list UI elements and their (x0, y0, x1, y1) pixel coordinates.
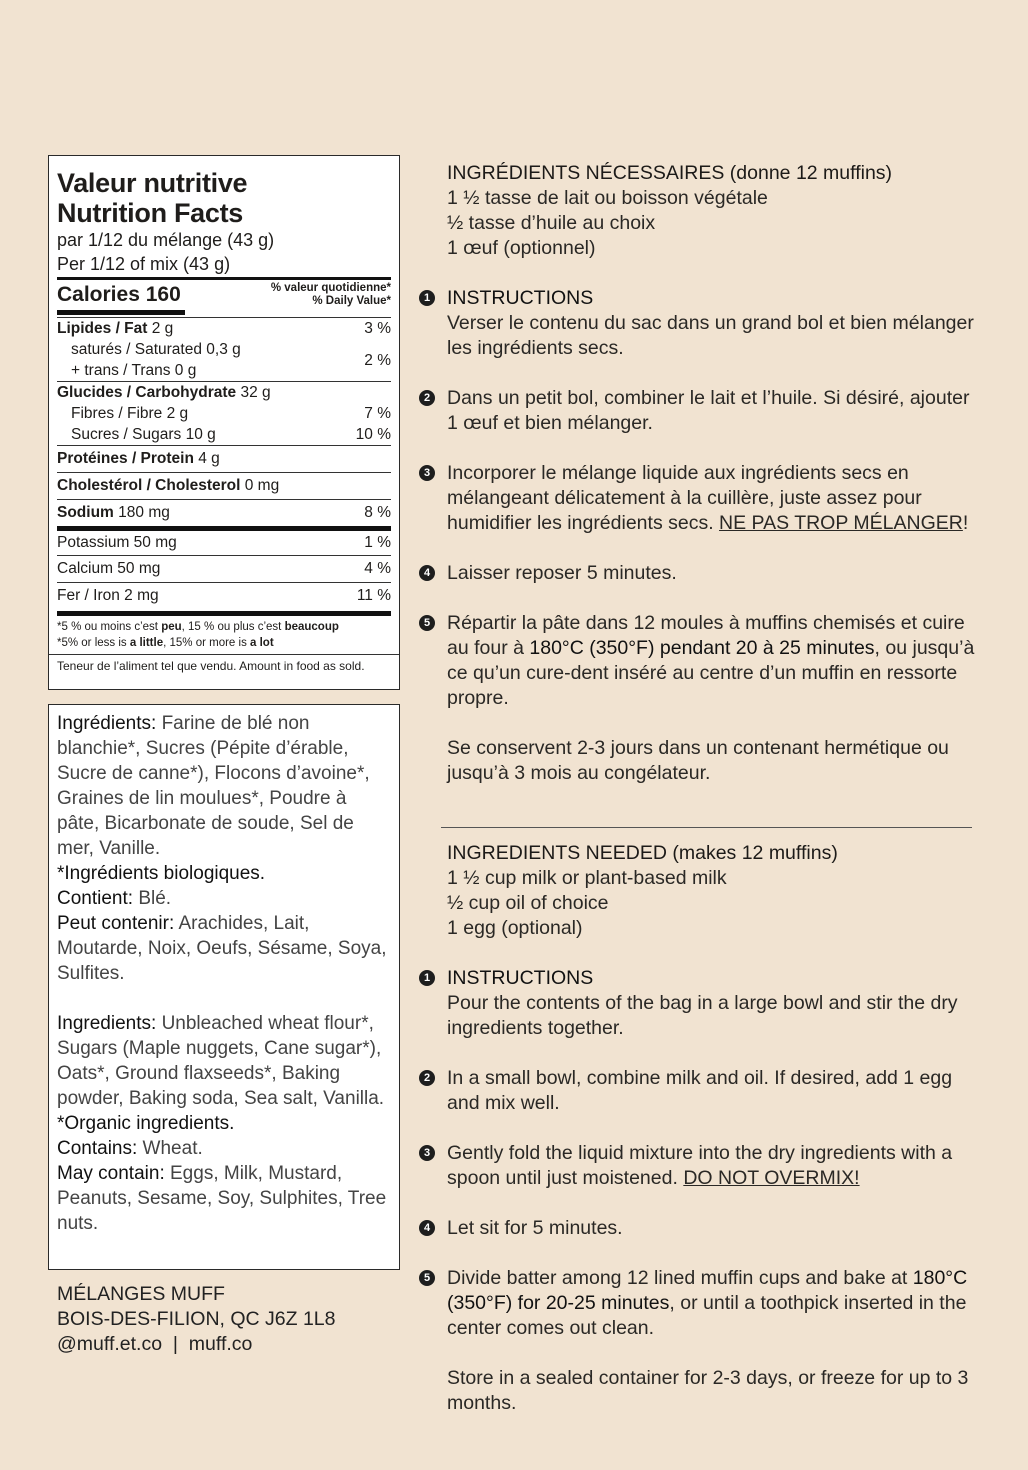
protein-amount: 4 g (193, 450, 220, 467)
fat-dv: 3 % (364, 320, 391, 337)
step-5-en (418, 1266, 978, 1341)
ingredients-en: Ingredients: Unbleached wheat flour*, Sugars (Maple nuggets, Cane sugar*), Oats*, Ground flaxseeds*, Baking powder, Baking soda, Sea salt, Vanilla. (57, 1013, 385, 1109)
step-text: Répartir la pâte dans 12 moules à muffins chemisés et cuire au four à 180°C (350°F) pendant 20 à 25 minutes, ou jusqu’à ce qu’un cure-dent inséré au centre d’un muffin en ressorte propre. (447, 612, 975, 709)
storage-note-fr: Se conservent 2-3 jours dans un contenant hermétique ou jusqu’à 3 mois au congélateur. (447, 737, 949, 784)
nutrition-title-fr: Valeur nutritive (57, 168, 248, 198)
iron-row (57, 582, 391, 609)
step-number-badge: 5 (419, 1270, 435, 1286)
dv-footnote (57, 611, 391, 651)
calories-label: Calories 160 (57, 283, 181, 306)
storage-note-en: Store in a sealed container for 2-3 days, or freeze for up to 3 months. (447, 1367, 969, 1414)
instructions-heading-fr: INSTRUCTIONS (447, 287, 594, 309)
step-text: Let sit for 5 minutes. (447, 1217, 623, 1239)
nutrition-title-en: Nutrition Facts (57, 198, 244, 228)
needed-item: 1 ½ cup milk or plant-based milk (447, 867, 727, 889)
calcium-label: Calcium 50 mg (57, 560, 161, 577)
serving-size-en: Per 1/12 of mix (43 g) (57, 254, 231, 274)
step-1-en (418, 966, 978, 1041)
may-contain-en: May contain: Eggs, Milk, Mustard, Peanuts, Sesame, Soy, Sulphites, Tree nuts. (57, 1163, 387, 1234)
nutrition-facts-table (48, 155, 400, 690)
sugars-label: Sucres / Sugars 10 g (71, 426, 216, 443)
step-5-fr (418, 611, 978, 711)
step-text: Verser le contenu du sac dans un grand bol et bien mélanger les ingrédients secs. (447, 312, 974, 359)
step-2-fr (418, 386, 978, 436)
step-3-en (418, 1141, 978, 1191)
trans-label: + trans / Trans 0 g (71, 362, 197, 379)
step-number-badge: 4 (419, 1220, 435, 1236)
sodium-amount: 180 mg (113, 504, 170, 521)
protein-row (57, 445, 391, 472)
fibre-row (57, 403, 391, 424)
french-instructions (418, 161, 978, 786)
needed-item: ½ tasse d’huile au choix (447, 212, 656, 234)
step-text: Laisser reposer 5 minutes. (447, 562, 677, 584)
step-text: Pour the contents of the bag in a large bowl and stir the dry ingredients together. (447, 992, 958, 1039)
calcium-row (57, 555, 391, 582)
step-number-badge: 2 (419, 1070, 435, 1086)
sugars-dv: 10 % (355, 426, 391, 443)
footnote-fr: *5 % ou moins c’est peu, 15 % ou plus c’est beaucoup (57, 621, 339, 633)
contains-en: Contains: Wheat. (57, 1138, 203, 1159)
contains-fr: Contient: Blé. (57, 888, 172, 909)
calories-bar (57, 310, 185, 315)
company-name: MÉLANGES MUFF (57, 1283, 225, 1305)
company-info (57, 1282, 335, 1357)
potassium-label: Potassium 50 mg (57, 534, 177, 551)
cholesterol-label: Cholestérol / Cholesterol (57, 477, 241, 494)
step-number-badge: 1 (419, 970, 435, 986)
cholesterol-row (57, 472, 391, 499)
needed-item: ½ cup oil of choice (447, 892, 609, 914)
ingredients-fr: Ingrédients: Farine de blé non blanchie*, Sucres (Pépite d’érable, Sucre de canne*), Flocons d’avoine*, Graines de lin moulues*, Poudre à pâte, Bicarbonate de soude, Sel de mer, Vanille. (57, 713, 370, 859)
step-number-badge: 3 (419, 465, 435, 481)
step-number-badge: 1 (419, 290, 435, 306)
step-text: Incorporer le mélange liquide aux ingrédients secs en mélangeant délicatement à la cuillère, juste assez pour humidifier les ingrédients secs. NE PAS TROP MÉLANGER! (447, 462, 969, 534)
step-2-en (418, 1066, 978, 1116)
organic-note-fr: *Ingrédients biologiques. (57, 863, 266, 884)
step-text: In a small bowl, combine milk and oil. If desired, add 1 egg and mix well. (447, 1067, 953, 1114)
step-4-fr (418, 561, 978, 586)
rule (57, 277, 391, 280)
step-text: Divide batter among 12 lined muffin cups and bake at 180°C (350°F) for 20-25 minutes, or until a toothpick inserted in the center comes out clean. (447, 1267, 968, 1339)
fibre-label: Fibres / Fibre 2 g (71, 405, 189, 422)
iron-label: Fer / Iron 2 mg (57, 587, 159, 604)
iron-dv: 11 % (356, 587, 391, 604)
fat-label: Lipides / Fat (57, 320, 148, 337)
saturated-label: saturés / Saturated 0,3 g (71, 341, 241, 358)
step-number-badge: 4 (419, 565, 435, 581)
step-3-fr (418, 461, 978, 536)
serving-size-fr: par 1/12 du mélange (43 g) (57, 230, 275, 250)
daily-value-header (271, 282, 391, 308)
needed-item: 1 egg (optional) (447, 917, 583, 939)
step-number-badge: 3 (419, 1145, 435, 1161)
dv-header-fr: % valeur quotidienne* (270, 282, 391, 294)
needed-heading-en: INGREDIENTS NEEDED (makes 12 muffins) (447, 842, 838, 864)
carb-label: Glucides / Carbohydrate (57, 384, 237, 401)
company-contact: @muff.et.co | muff.co (57, 1333, 253, 1355)
fat-amount: 2 g (147, 320, 174, 337)
dv-header-en: % Daily Value* (312, 295, 391, 307)
step-4-en (418, 1216, 978, 1241)
instructions-heading-en: INSTRUCTIONS (447, 967, 594, 989)
cholesterol-amount: 0 mg (240, 477, 280, 494)
amount-as-sold-note: Teneur de l’aliment tel que vendu. Amount in food as sold. (49, 654, 399, 677)
sodium-dv: 8 % (364, 504, 391, 521)
carb-row (57, 381, 391, 403)
carb-amount: 32 g (236, 384, 271, 401)
sodium-label: Sodium (57, 504, 114, 521)
needed-item: 1 œuf (optionnel) (447, 237, 596, 259)
section-divider (441, 827, 972, 828)
needed-item: 1 ½ tasse de lait ou boisson végétale (447, 187, 768, 209)
company-address: BOIS-DES-FILION, QC J6Z 1L8 (57, 1308, 336, 1330)
sodium-row (57, 499, 391, 526)
overmix-warning: NE PAS TROP MÉLANGER (719, 512, 963, 534)
step-text: Dans un petit bol, combiner le lait et l’huile. Si désiré, ajouter 1 œuf et bien mélanger. (447, 387, 970, 434)
sugars-row (57, 424, 391, 445)
protein-label: Protéines / Protein (57, 450, 194, 467)
fibre-dv: 7 % (364, 405, 391, 422)
calories-row (57, 282, 391, 308)
potassium-row (57, 526, 391, 555)
step-number-badge: 2 (419, 390, 435, 406)
english-instructions (418, 841, 978, 1416)
overmix-warning: DO NOT OVERMIX! (683, 1167, 860, 1189)
saturated-dv: 2 % (364, 351, 391, 369)
may-contain-fr: Peut contenir: Arachides, Lait, Moutarde, Noix, Oeufs, Sésame, Soya, Sulfites. (57, 913, 387, 984)
ingredients-box (48, 704, 400, 1270)
footnote-en: *5% or less is a little, 15% or more is a lot (57, 637, 274, 649)
fat-row (57, 317, 391, 339)
organic-note-en: *Organic ingredients. (57, 1113, 235, 1134)
needed-heading-fr: INGRÉDIENTS NÉCESSAIRES (donne 12 muffins) (447, 162, 893, 184)
step-number-badge: 5 (419, 615, 435, 631)
saturated-row (57, 339, 391, 381)
potassium-dv: 1 % (364, 534, 391, 551)
step-1-fr (418, 286, 978, 361)
calcium-dv: 4 % (364, 560, 391, 577)
step-text: Gently fold the liquid mixture into the dry ingredients with a spoon until just moistened. DO NOT OVERMIX! (447, 1142, 953, 1189)
